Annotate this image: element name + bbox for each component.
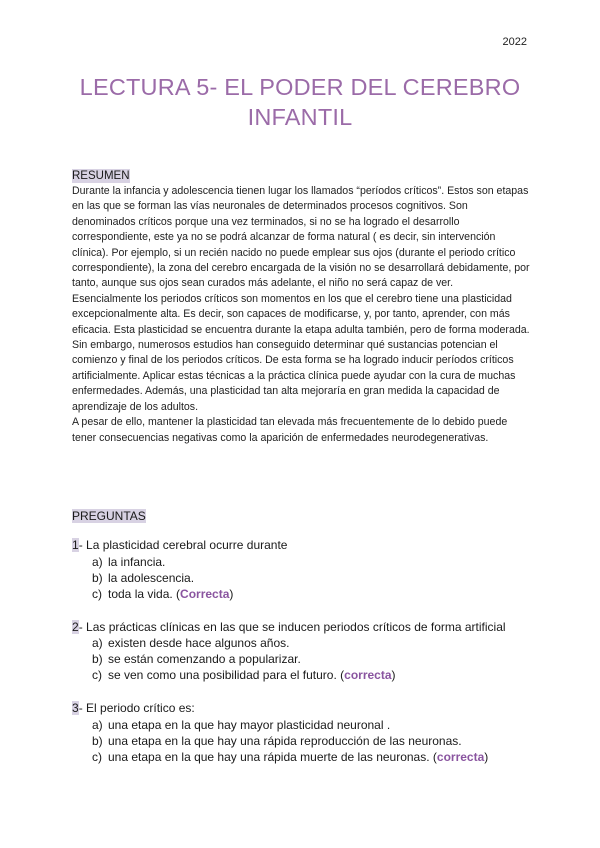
correct-tag: correcta (344, 668, 392, 682)
question-1-options (72, 554, 532, 602)
option-letter: b) (92, 733, 103, 748)
option-letter: c) (92, 668, 102, 682)
option-letter: a) (92, 717, 103, 732)
correct-tag: Correcta (180, 586, 230, 601)
option-text: una etapa en la que hay una rápida muerte de las neuronas. ( (108, 749, 437, 764)
question-1-text (72, 538, 532, 554)
correct-tag-close: ) (229, 586, 234, 601)
option-letter: a) (92, 636, 103, 650)
question-3-options (72, 717, 532, 765)
option-text: la adolescencia. (108, 570, 195, 585)
question-3-number: 3 (72, 701, 79, 715)
question-2-option-b (92, 651, 532, 667)
question-3 (72, 701, 532, 765)
option-letter: c) (92, 749, 102, 764)
question-2-option-a (92, 635, 532, 651)
question-2-text (72, 620, 532, 636)
question-2-number: 2 (72, 619, 79, 634)
document-year: 2022 (502, 36, 527, 48)
summary-paragraph-4: A pesar de ello, mantener la plasticidad tan elevada más frecuentemente de lo debido puede tener consecuencias negativas como la aparición de enfermedades neurodegenerativas. (72, 416, 508, 444)
option-text: toda la vida. ( (108, 586, 181, 601)
title-line-2: INFANTIL (247, 104, 353, 130)
question-1-prompt: - La plasticidad cerebral ocurre durante (78, 538, 288, 552)
option-text: se ven como una posibilidad para el futuro. ( (108, 668, 345, 682)
summary-label: RESUMEN (72, 170, 130, 182)
question-2-option-c (92, 667, 532, 683)
summary-paragraph-1: Durante la infancia y adolescencia tienen lugar los llamados “períodos críticos”. Estos son etapas en las que se forman las vías neuronales de determinados procesos cognitivos. Son denominados críticos porque una vez terminados, si no se ha logrado el desarrollo correspondiente, este ya no se podrá alcanzar de forma natural ( es decir, sin intervención clínica). Por ejemplo, si un recién nacido no puede emplear sus ojos (durante el periodo crítico correspondiente), la zona del cerebro encargada de la visión no se desarrollará debidamente, por tanto, aunque sus ojos sean curados más adelante, el niño no será capaz de ver. (72, 185, 530, 290)
option-text: la infancia. (108, 554, 166, 569)
question-2 (72, 620, 532, 684)
option-letter: b) (92, 652, 103, 666)
document-title (40, 72, 560, 132)
title-line-1: LECTURA 5- EL PODER DEL CEREBRO (79, 74, 521, 100)
option-text: se están comenzando a popularizar. (108, 652, 301, 666)
question-3-text (72, 701, 532, 717)
question-1-option-a (92, 554, 532, 570)
questions-list (72, 538, 532, 783)
question-3-option-b (92, 733, 532, 749)
summary-paragraph-3: Sin embargo, numerosos estudios han conseguido determinar qué sustancias potencian el comienzo y final de los periodos críticos. De esta forma se ha logrado inducir períodos críticos artificialmente. Aplicar estas técnicas a la práctica clínica puede ayudar con la cura de muchas enfermedades. Además, una plasticidad tan alta mejoraría en gran medida la capacidad de aprendizaje de los adultos. (72, 339, 516, 413)
question-3-option-a (92, 717, 532, 733)
summary-section (72, 166, 532, 446)
option-letter: a) (92, 554, 103, 569)
question-1-number: 1 (72, 538, 79, 552)
question-3-prompt: - El periodo crítico es: (78, 701, 195, 715)
question-2-options (72, 635, 532, 683)
question-1 (72, 538, 532, 602)
correct-tag: correcta (436, 749, 485, 764)
summary-paragraph-2: Esencialmente los periodos críticos son momentos en los que el cerebro tiene una plasticidad excepcionalmente alta. Es decir, son capaces de modificarse, y, por tanto, aprender, con más eficacia. Esta plasticidad se encuentra durante la etapa adulta también, pero de forma moderada. (72, 292, 530, 336)
question-1-option-b (92, 570, 532, 586)
option-text: existen desde hace algunos años. (108, 636, 290, 650)
question-3-option-c (92, 749, 532, 765)
questions-label: PREGUNTAS (72, 509, 146, 523)
correct-tag-close: ) (391, 668, 396, 682)
option-letter: c) (92, 586, 102, 601)
option-letter: b) (92, 570, 103, 585)
question-1-option-c (92, 586, 532, 602)
option-text: una etapa en la que hay mayor plasticidad neuronal . (108, 717, 391, 732)
option-text: una etapa en la que hay una rápida reproducción de las neuronas. (108, 733, 462, 748)
questions-header (72, 507, 532, 525)
question-2-prompt: - Las prácticas clínicas en las que se inducen periodos críticos de forma artificial (78, 619, 506, 634)
correct-tag-close: ) (484, 749, 489, 764)
